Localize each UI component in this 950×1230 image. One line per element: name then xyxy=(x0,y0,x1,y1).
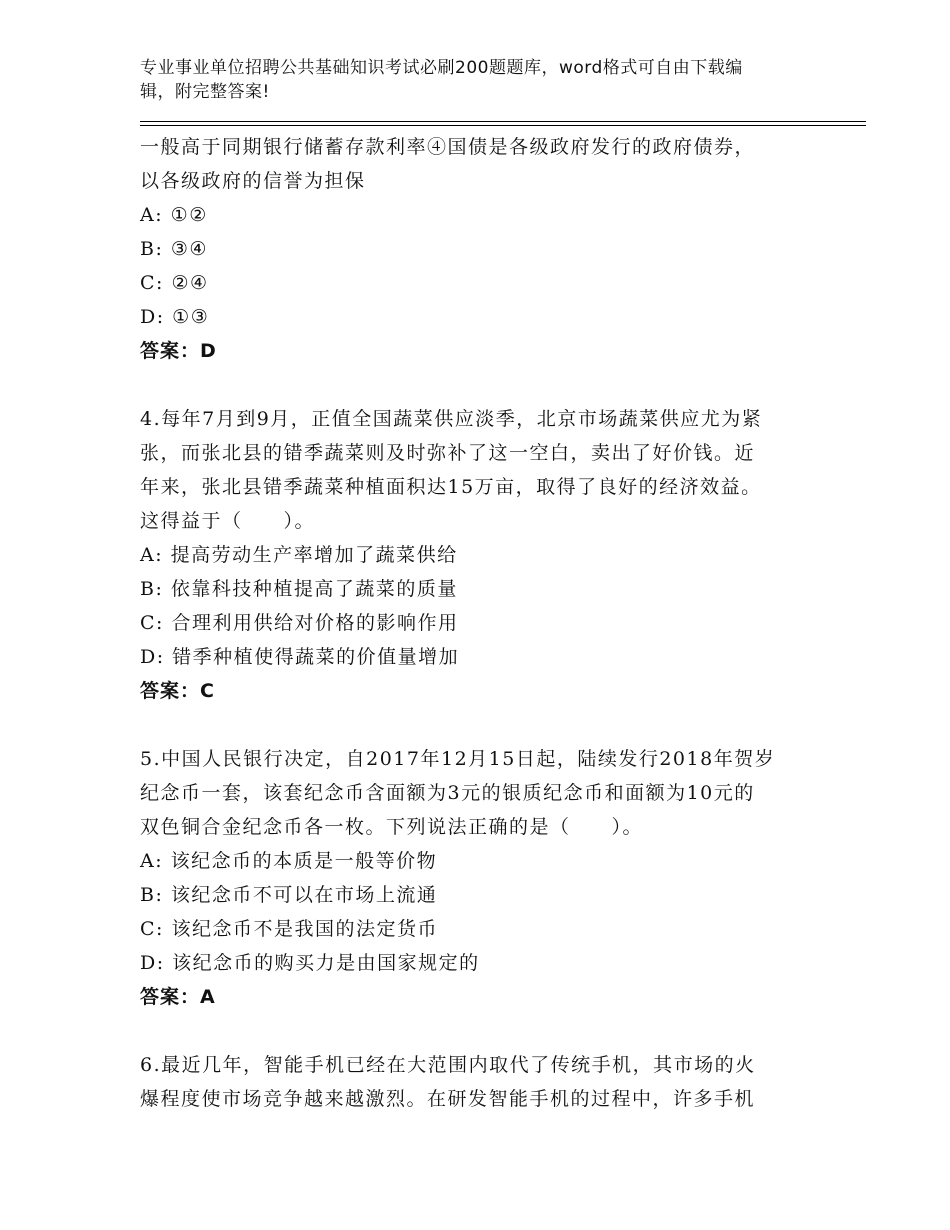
question-5-text-line-2: 纪念币一套，该套纪念币含面额为3元的银质纪念币和面额为10元的 xyxy=(140,782,755,804)
page-header xyxy=(140,56,780,104)
question-6-text-line-1: 6.最近几年，智能手机已经在大范围内取代了传统手机，其市场的火 xyxy=(140,1054,756,1076)
question-6-text-line-2: 爆程度使市场竞争越来越激烈。在研发智能手机的过程中，许多手机 xyxy=(140,1088,756,1110)
spacer xyxy=(140,708,820,742)
question-4-text-line-4: 这得益于（ ）。 xyxy=(140,510,316,532)
question-3 xyxy=(140,130,820,368)
question-5-text-line-3: 双色铜合金纪念币各一枚。下列说法正确的是（ ）。 xyxy=(140,816,644,838)
question-3-answer: 答案：D xyxy=(140,340,217,362)
spacer xyxy=(140,368,820,402)
header-line-2: 辑，附完整答案! xyxy=(140,82,270,102)
question-5-option-b: B: 该纪念币不可以在市场上流通 xyxy=(140,884,438,906)
question-5-option-a: A: 该纪念币的本质是一般等价物 xyxy=(140,850,438,872)
question-3-option-c: C: ②④ xyxy=(140,272,209,294)
document-body xyxy=(140,130,820,1116)
question-3-text-line-1: 一般高于同期银行储蓄存款利率④国债是各级政府发行的政府债券， xyxy=(140,136,756,158)
question-6 xyxy=(140,1048,820,1116)
question-5-text-line-1: 5.中国人民银行决定，自2017年12月15日起，陆续发行2018年贺岁 xyxy=(140,748,776,770)
question-5-answer: 答案：A xyxy=(140,986,216,1008)
question-4-option-a: A: 提高劳动生产率增加了蔬菜供给 xyxy=(140,544,458,566)
spacer xyxy=(140,1014,820,1048)
question-5-option-c: C: 该纪念币不是我国的法定货币 xyxy=(140,918,438,940)
question-3-option-d: D: ①③ xyxy=(140,306,210,328)
header-line-1: 专业事业单位招聘公共基础知识考试必刷200题题库，word格式可自由下载编 xyxy=(140,58,743,78)
question-5-option-d: D: 该纪念币的购买力是由国家规定的 xyxy=(140,952,480,974)
question-4-option-d: D: 错季种植使得蔬菜的价值量增加 xyxy=(140,646,460,668)
question-3-option-b: B: ③④ xyxy=(140,238,208,260)
question-4-text-line-1: 4.每年7月到9月，正值全国蔬菜供应淡季，北京市场蔬菜供应尤为紧 xyxy=(140,408,763,430)
header-rule-top xyxy=(140,121,866,122)
question-5 xyxy=(140,742,820,1014)
question-4 xyxy=(140,402,820,708)
question-4-answer: 答案：C xyxy=(140,680,215,702)
question-3-text-line-2: 以各级政府的信誉为担保 xyxy=(140,170,366,192)
question-4-option-b: B: 依靠科技种植提高了蔬菜的质量 xyxy=(140,578,458,600)
question-3-option-a: A: ①② xyxy=(140,204,208,226)
question-4-option-c: C: 合理利用供给对价格的影响作用 xyxy=(140,612,459,634)
question-4-text-line-2: 张，而张北县的错季蔬菜则及时弥补了这一空白，卖出了好价钱。近 xyxy=(140,442,756,464)
header-rule-bottom xyxy=(140,125,866,126)
question-4-text-line-3: 年来，张北县错季蔬菜种植面积达15万亩，取得了良好的经济效益。 xyxy=(140,476,762,498)
